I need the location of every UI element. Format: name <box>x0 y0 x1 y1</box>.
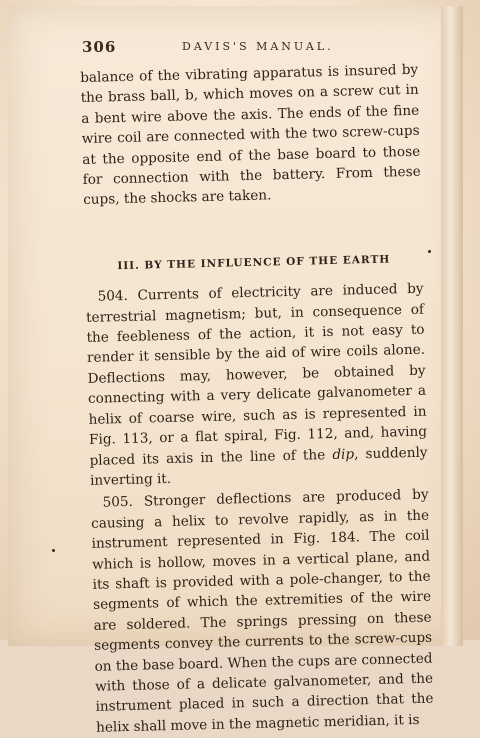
ink-speck <box>52 549 55 552</box>
paragraph-text: Currents of electricity are induced by terrestrial magnetism; but, in consequence of the feebleness of the action, it is not easy to render it sensible by the aid of wire coils alone. Deflections may, however, be obtained by connecting with a very delicate galvanometer a helix of coarse wire, such as is represented in Fig. 113, or a flat spiral, Fig. 112, and, having placed its axis in the line of the <box>85 280 428 469</box>
ink-speck <box>428 250 431 253</box>
page-edge <box>441 6 463 646</box>
dip-emphasis: dip <box>332 445 355 463</box>
page-header <box>82 38 442 58</box>
page-body <box>80 60 434 738</box>
continued-paragraph: balance of the vibrating apparatus is insured by the brass ball, b, which moves on a screw cut in a bent wire above the axis. The ends of the fine wire coil are connected with the two screw-cups at the opposite end of the base board to those for connection with the battery. From these cups, the shocks are taken. <box>80 61 421 209</box>
paragraph-number: 505. <box>102 494 134 511</box>
section-title: III. BY THE INFLUENCE OF THE EARTH <box>117 253 391 272</box>
paragraph-504 <box>85 279 428 491</box>
book-page <box>8 6 463 736</box>
paragraph-number: 504. <box>97 288 129 305</box>
paragraph-text: Stronger deflections are produced by causing a helix to revolve rapidly, as in the instrument represented in Fig. 184. The coil which is hollow, moves in a vertical plane, and its shaft is provided with a pole-changer, to the segments of which the extremities of the wire are soldered. The springs pressing on these segments convey the currents to the screw-cups on the base board. When the cups are connected with those of a delicate galvanometer, and the instrument placed in such a direction that the helix shall move in the magnetic meridian, it is <box>90 486 434 736</box>
page-number: 306 <box>82 38 117 56</box>
running-head: DAVIS'S MANUAL. <box>182 40 334 53</box>
paragraph-505 <box>90 485 434 738</box>
paragraph-text-end: , suddenly inverting it. <box>89 444 428 489</box>
